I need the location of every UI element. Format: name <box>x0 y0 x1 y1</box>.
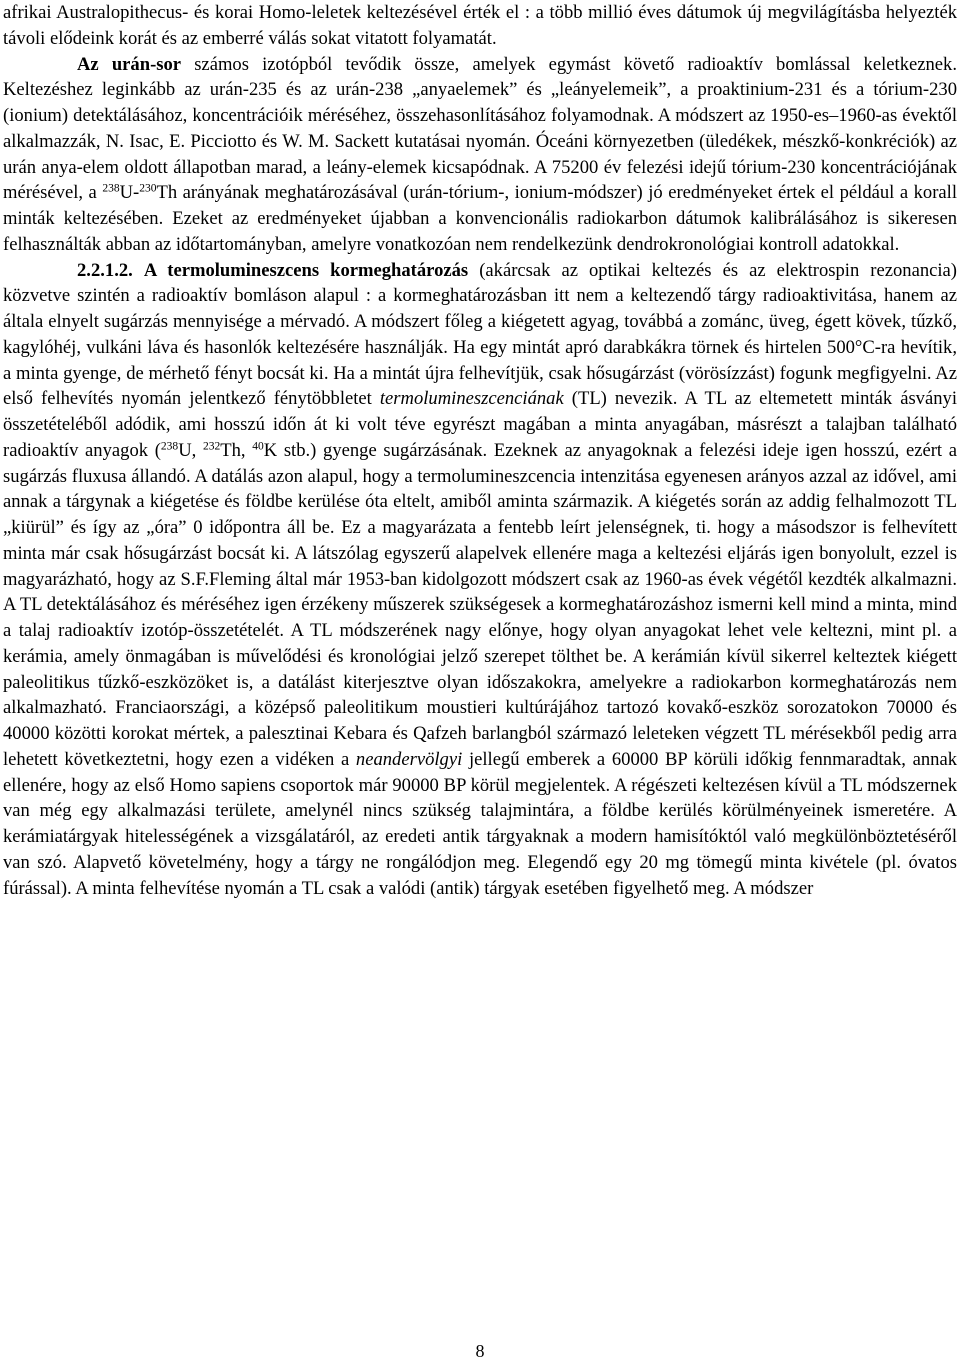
paragraph-thermoluminescence <box>3 258 957 902</box>
paragraph-text: (akárcsak az optikai keltezés és az elektrospin rezonancia) közvetve szintén a radioaktív bomláson alapul : a kormeghatározásban itt nem a keltezendő tárgy radioaktivitása, hanem az általa elnyelt sugárzás mennyisége a mérvadó. A módszert főleg a kiégetett agyag, továbbá a zománc, üveg, égett kövek, tűzkő, kagylóhéj, vulkáni láva és hasonlók keltezésére használják. Ha egy mintát apró darabkákra törnek és hirtelen 500°C-ra hevítik, a minta gyenge, de mérhető fényt bocsát ki. Ha a mintát újra felhevítjük, csak hősugárzást (vörösízzást) fogunk megfigyelni. Az első felhevítés nyomán jelentkező fénytöbbletet <box>3 259 957 410</box>
superscript-238: 238 <box>102 182 120 195</box>
page-number: 8 <box>475 1341 485 1361</box>
paragraph-text: afrikai Australopithecus- és korai Homo-leletek keltezésével érték el : a több millió éves dátumok új megvilágításba helyezték távoli elődeink korát és az emberré válás sokat vitatott folyamatát. <box>3 2 957 49</box>
superscript-40: 40 <box>252 440 264 453</box>
paragraph-text: U, <box>178 439 203 461</box>
paragraph-text: U- <box>119 182 140 204</box>
paragraph-text: Th arányának meghatározásával (urán-tórium-, ionium-módszer) jó eredményeket értek el például a korall minták keltezésében. Ezeket az eredményeket újabban a konvencionális radiokarbon dátumok kalibrálásához is sikeresen felhasználták abban az időtartományban, amelyre vonatkozóan nem rendelkezünk dendrokronológiai kontroll adatokkal. <box>3 182 957 255</box>
term-uranium-series: Az urán-sor <box>77 53 182 75</box>
italic-term-neanderthal: neandervölgyi <box>355 748 463 770</box>
superscript-230: 230 <box>139 182 157 195</box>
superscript-238: 238 <box>160 440 179 453</box>
paragraph-text: (TL) nevezik. A TL az eltemetett minták ásványi összetételéből adódik, ami hosszú időn át ki volt téve egyrészt magában a minta anyagában, másrészt a talajban található radioaktív anyagok ( <box>3 388 957 461</box>
section-title: A termolumineszcens kormeghatározás <box>143 259 469 281</box>
superscript-232: 232 <box>202 440 221 453</box>
paragraph-uranium-series <box>3 52 957 258</box>
paragraph-australopithecus <box>3 0 957 52</box>
section-number: 2.2.1.2. <box>77 259 133 281</box>
paragraph-text: Th, <box>220 439 253 461</box>
paragraph-text: jellegű emberek a 60000 BP körüli időkig fennmaradtak, annak ellenére, hogy az első Homo sapiens csoportok már 90000 BP körül megjelentek. A régészeti keltezésen kívül a TL módszernek van még egy alkalmazási területe, amelynél nincs szükség talajmintára, a földbe kerülés körülményeinek ismeretére. A kerámiatárgyak hitelességének a vizsgálatáról, az eredeti antik tárgyaknak a modern hamisítóktól való megkülönböztetéséről van szó. Alapvető követelmény, hogy a tárgy ne rongálódjon meg. Elegendő egy 20 mg tömegű minta kivétele (pl. óvatos fúrással). A minta felhevítése nyomán a TL csak a valódi (antik) tárgyak esetében figyelhető meg. A módszer <box>3 748 957 899</box>
italic-term-tl: termolumineszcenciának <box>379 388 564 410</box>
paragraph-text: K stb.) gyenge sugárzásának. Ezeknek az anyagoknak a felezési ideje igen hosszú, ezért a sugárzás fluxusa állandó. A datálás azon alapul, hogy a termolumineszcencia intenzitása egyenesen arányos azzal az idővel, ami annak a tárgynak a kiégetése és földbe kerülése óta eltelt, amiből aminta származik. A kiégetés során az addig felhalmozott TL „kiürül” és így az „óra” 0 időpontra áll be. Ez a magyarázata a fentebb leírt jelenségnek, ti. hogy a másodszor is felhevített minta már csak hősugárzást bocsát ki. A látszólag egyszerű alapelvek ellenére maga a keltezési eljárás igen bonyolult, ezzel is magyarázható, hogy az S.F.Fleming által már 1953-ban kidolgozott módszert csak az 1960-as évek végétől kezdték alkalmazni. A TL detektálásához és méréséhez igen érzékeny műszerek szükségesek a kormeghatározáshoz ismerni kell mind a minta, mind a talaj radioaktív izotóp-összetételét. A TL módszerének nagy előnye, hogy olyan anyagokat lehet vele keltezni, mint pl. a kerámia, amely önmagában is művelődési és kronológiai jelző szerepet tölthet be. A kerámián kívül sikerrel kelteztek kiégett paleolitikus tűzkő-eszközöket is, a datálást kiterjesztve olyan időszakokra, amelyekre a radiokarbon kormeghatározás nem alkalmazható. Franciaországi, a középső paleolitikum moustieri kultúrájához tartozó kovakő-eszköz sorozatokon 70000 és 40000 közötti korokat mértek, a palesztinai Kebara és Qafzeh barlangból származó leleteken végzett TL mérésekből pedig arra lehetett következtetni, hogy ezen a vidéken a <box>3 439 957 770</box>
paragraph-text: számos izotópból tevődik össze, amelyek egymást követő radioaktív bomlással keletkeznek. Keltezéshez leginkább az urán-235 és az urán-238 „anyaelemek” és „leányelemeik”, a proaktinium-231 és a tórium-230 (ionium) detektálásához, koncentrációik méréséhez, összehasonlításához folyamodnak. A módszert az 1950-es–1960-as évektől alkalmazzák, N. Isac, E. Picciotto és W. M. Sackett kutatásai nyomán. Óceáni környezetben (üledékek, mészkő-konkréciók) az urán anya-elem oldott állapotban marad, a leány-elemek kicsapódnak. A 75200 év felezési idejű tórium-230 koncentrációjának mérésével, a <box>3 53 957 204</box>
body-text <box>3 0 957 901</box>
